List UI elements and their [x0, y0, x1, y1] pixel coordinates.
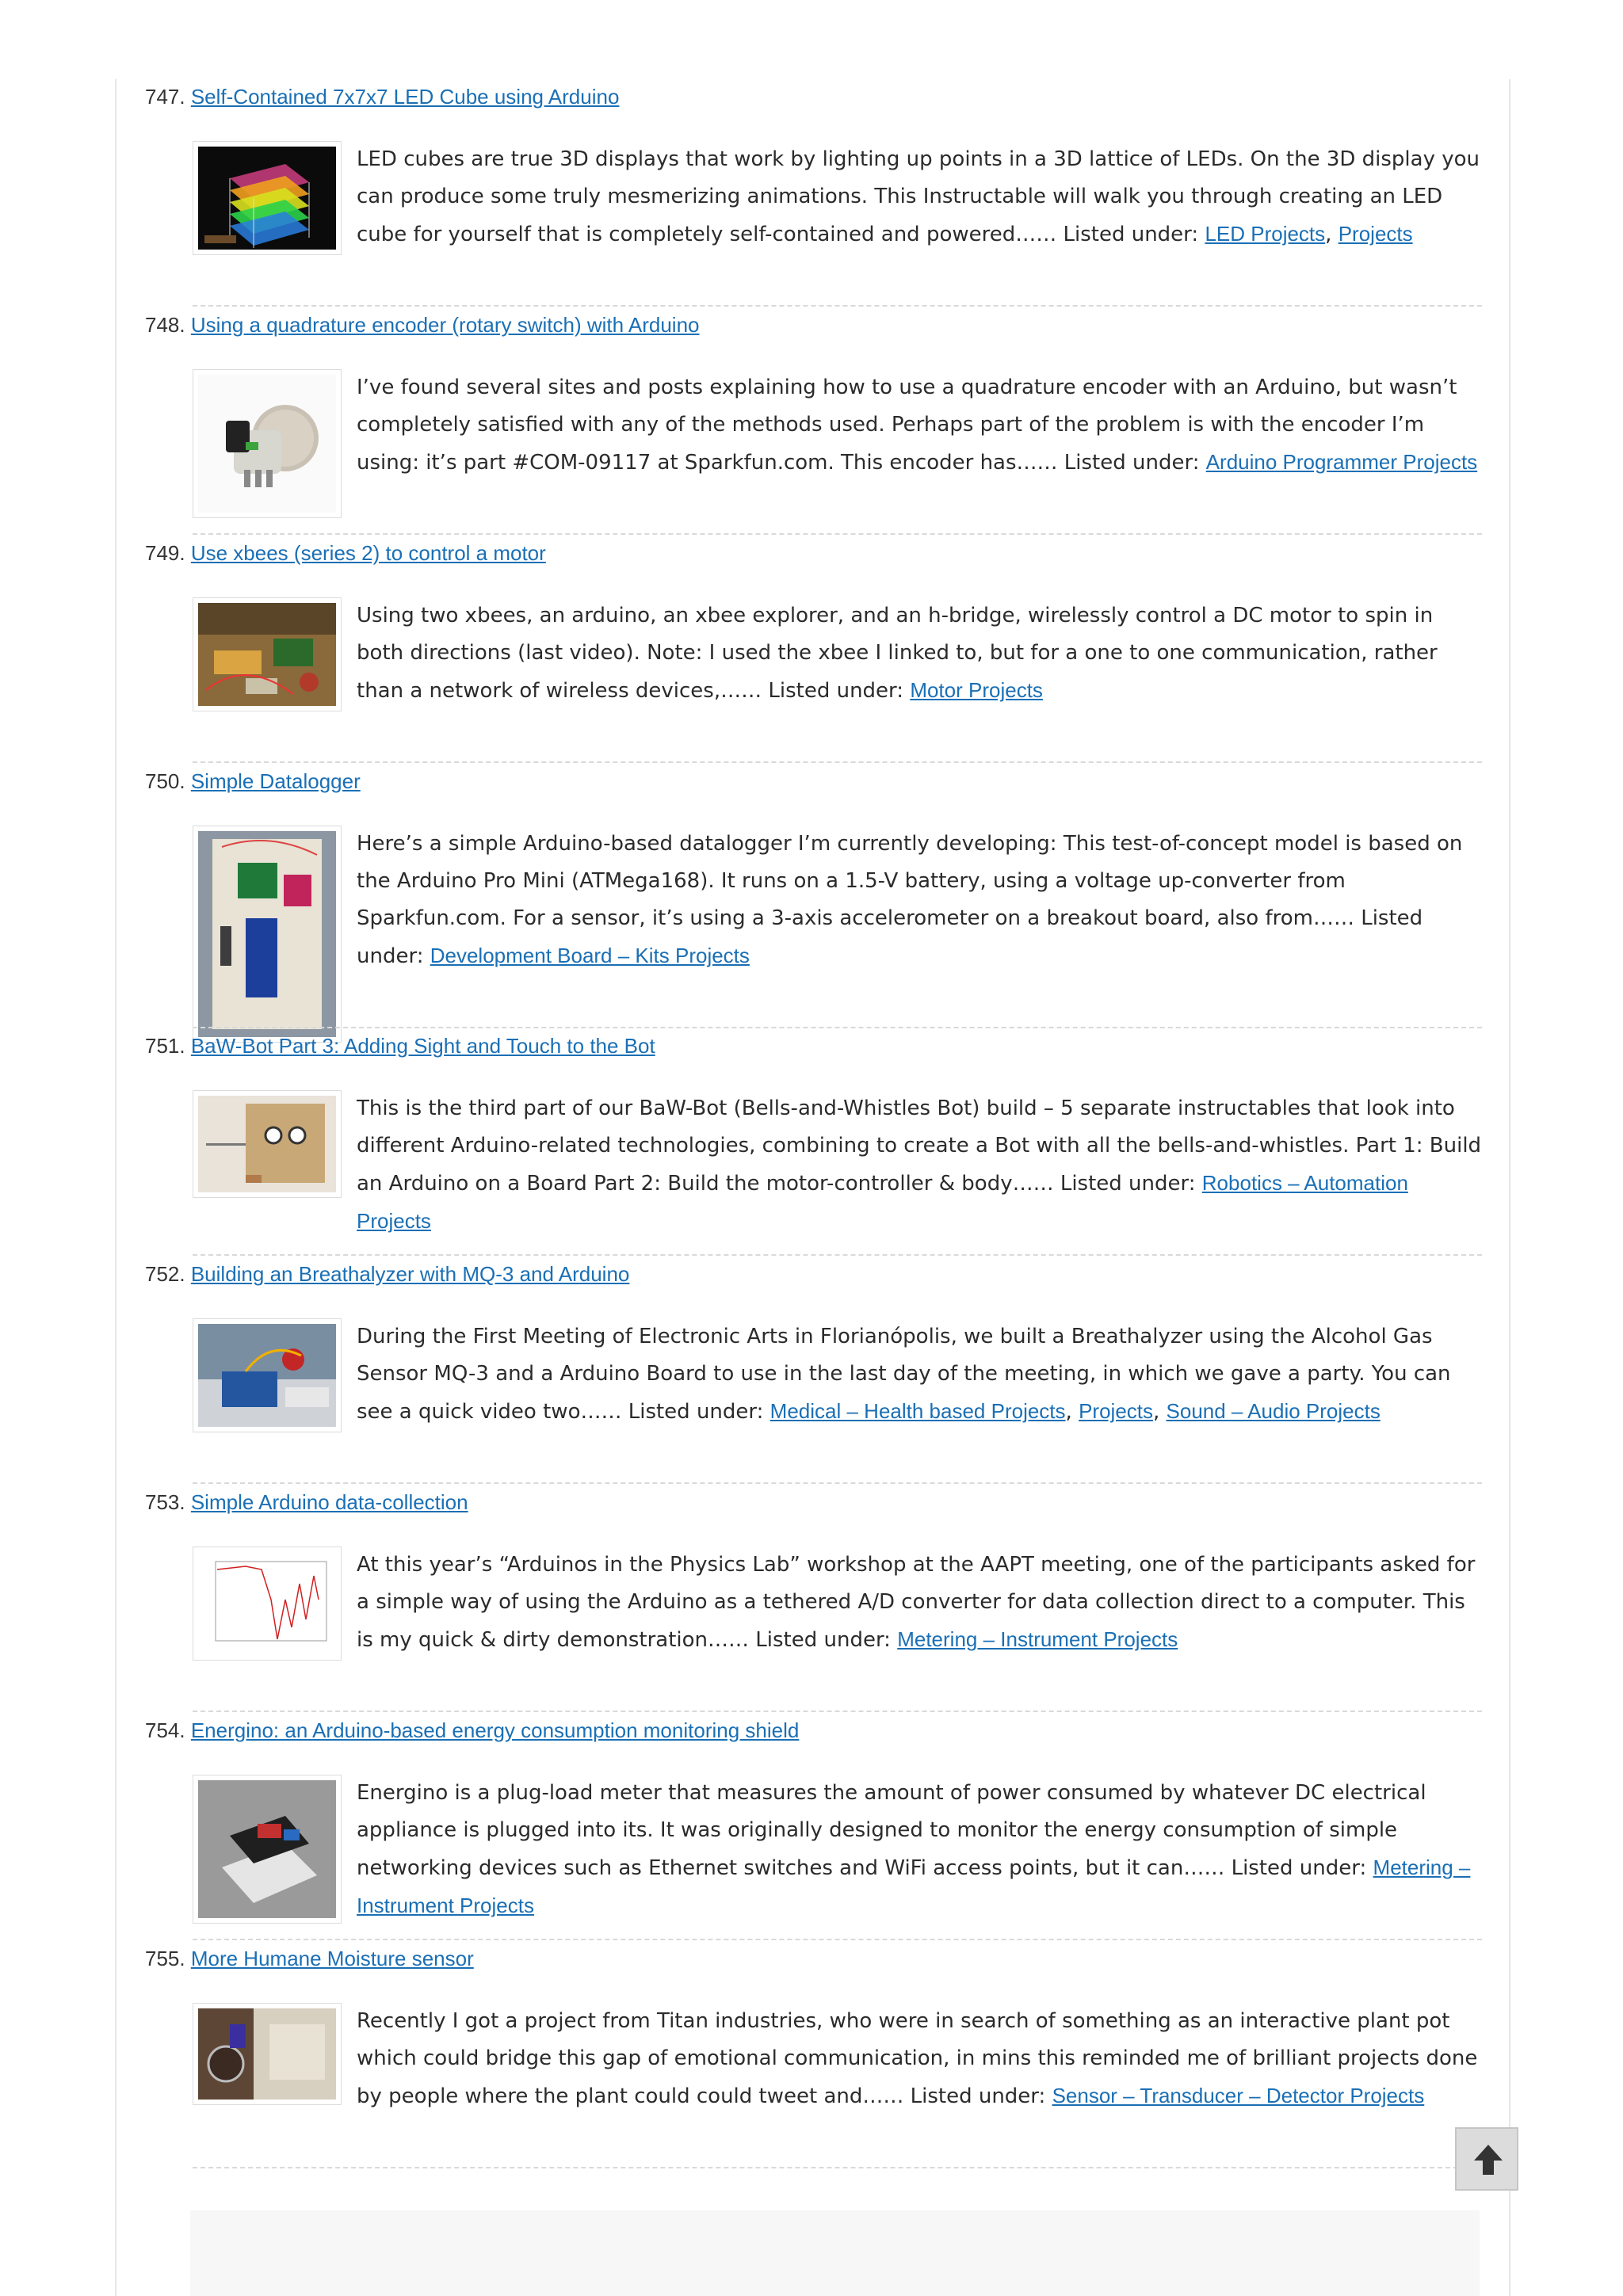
item-divider	[193, 1711, 1482, 1712]
item-divider	[193, 1482, 1482, 1484]
item-number: 750.	[145, 769, 185, 793]
item-number: 752.	[145, 1262, 185, 1286]
item-title-link[interactable]: BaW-Bot Part 3: Adding Sight and Touch to the Bot	[190, 1034, 655, 1058]
category-link[interactable]: Motor Projects	[910, 678, 1043, 702]
datalogger-image	[198, 831, 336, 1037]
item-thumbnail[interactable]	[193, 369, 342, 518]
item-number: 755.	[145, 1947, 185, 1970]
item-thumbnail[interactable]	[193, 1090, 342, 1198]
item-number: 751.	[145, 1034, 185, 1058]
bawbot-image	[198, 1096, 336, 1192]
item-description-text: Recently I got a project from Titan industries, who were in search of something as an interactive plant pot which could bridge this gap of emotional communication, in mins this reminded me of brilliant projects done by people where the plant could could tweet and…… Listed under:	[357, 2009, 1478, 2108]
encoder-image	[198, 375, 336, 513]
item-thumbnail[interactable]	[193, 1775, 342, 1924]
category-link[interactable]: Arduino Programmer Projects	[1205, 450, 1478, 474]
item-description	[357, 1090, 1482, 1241]
item-description	[357, 1547, 1482, 1659]
item-description-text: LED cubes are true 3D displays that work by lighting up points in a 3D lattice of LEDs. On the 3D display you can produce some truly mesmerizing animations. This Instructable will walk you through creating an LED cube for yourself that is completely self-contained and powered…… Listed under:	[357, 147, 1480, 246]
item-thumbnail[interactable]	[193, 826, 342, 1043]
category-link[interactable]: Projects	[1338, 222, 1413, 246]
breathalyzer-image	[198, 1324, 336, 1427]
category-link[interactable]: Projects	[1079, 1399, 1153, 1423]
item-number: 747.	[145, 85, 185, 109]
item-description	[357, 2003, 1482, 2115]
item-title-row	[145, 536, 546, 570]
xbee-motor-image	[198, 603, 336, 706]
item-description: During the First Meeting of Electronic Arts in Florianópolis, we built a Breathalyzer using the Alcohol Gas Sensor MQ-3 and a Arduino Board to use in the last day of the meeting, in which we gave a party. You can see a quick video two…… Listed under: Medical – Health based Projects, Projects, Sound – Audio Projects	[357, 1325, 1451, 1424]
item-title-row	[145, 1485, 468, 1520]
item-title-link[interactable]: More Humane Moisture sensor	[190, 1947, 474, 1970]
item-description-text: Using two xbees, an arduino, an xbee explorer, and an h-bridge, wirelessly control a DC motor to spin in both directions (last video). Note: I used the xbee I linked to, but for a one to one communication, rather than a network of wireless devices,…… Listed under:	[357, 604, 1438, 703]
category-link[interactable]: Sensor – Transducer – Detector Projects	[1052, 2084, 1425, 2107]
item-description-text: Here’s a simple Arduino-based datalogger I’m currently developing: This test-of-concept model is based on the Arduino Pro Mini (ATMega168). It runs on a 1.5-V battery, using a voltage up-converter from Sparkfun.com. For a sensor, it’s using a 3-axis accelerometer on a breakout board, also from…… Listed under:	[357, 832, 1463, 968]
item-title-link[interactable]: Building an Breathalyzer with MQ-3 and Arduino	[190, 1262, 630, 1286]
category-link[interactable]: Robotics – Automation Projects	[357, 1171, 1408, 1233]
moisture-sensor-image	[198, 2008, 336, 2100]
item-title-link[interactable]: Energino: an Arduino-based energy consumption monitoring shield	[190, 1718, 800, 1742]
item-title-row	[145, 764, 361, 799]
item-number: 748.	[145, 313, 185, 337]
item-title-link[interactable]: Use xbees (series 2) to control a motor	[190, 541, 546, 565]
item-title-row	[145, 1257, 629, 1291]
item-title-link[interactable]: Simple Arduino data-collection	[190, 1490, 468, 1514]
item-description-text: I’ve found several sites and posts explaining how to use a quadrature encoder with an Arduino, but wasn’t completely satisfied with any of the methods used. Perhaps part of the problem is with the encoder I’m using: it’s part #COM-09117 at Sparkfun.com. This encoder has…… Listed under:	[357, 376, 1457, 475]
item-thumbnail[interactable]	[193, 141, 342, 255]
arrow-up-icon	[1472, 2143, 1504, 2176]
item-description-text: During the First Meeting of Electronic Arts in Florianópolis, we built a Breathalyzer using the Alcohol Gas Sensor MQ-3 and a Arduino Board to use in the last day of the meeting, in which we gave a party. You can see a quick video two…… Listed under:	[357, 1325, 1451, 1424]
item-divider	[193, 533, 1482, 535]
item-description: LED cubes are true 3D displays that work by lighting up points in a 3D lattice of LEDs. On the 3D display you can produce some truly mesmerizing animations. This Instructable will walk you through creating an LED cube for yourself that is completely self-contained and powered…… Listed under: LED Projects, Projects	[357, 147, 1480, 246]
item-description	[357, 826, 1482, 975]
item-thumbnail[interactable]	[193, 1318, 342, 1432]
category-link[interactable]: Metering – Instrument Projects	[897, 1627, 1178, 1651]
item-thumbnail[interactable]	[193, 597, 342, 711]
category-link[interactable]: Medical – Health based Projects	[769, 1399, 1066, 1423]
content-frame	[115, 79, 1510, 2296]
item-divider	[193, 2167, 1482, 2168]
item-title-row	[145, 1028, 655, 1063]
item-description-text: Energino is a plug-load meter that measures the amount of power consumed by whatever DC electrical appliance is plugged into its. It was originally designed to monitor the energy consumption of simple networking devices such as Ethernet switches and WiFi access points, but it can…… Listed under:	[357, 1781, 1426, 1880]
category-link[interactable]: Development Board – Kits Projects	[430, 944, 750, 967]
scroll-to-top-button[interactable]	[1455, 2127, 1518, 2191]
item-thumbnail[interactable]	[193, 2003, 342, 2105]
item-title-link[interactable]: Simple Datalogger	[190, 769, 361, 793]
item-title-row	[145, 79, 619, 114]
item-title-link[interactable]: Using a quadrature encoder (rotary switch) with Arduino	[190, 313, 700, 337]
item-title-row	[145, 1941, 474, 1976]
category-link[interactable]: Sound – Audio Projects	[1166, 1399, 1381, 1423]
item-title-row	[145, 307, 700, 342]
item-divider	[193, 305, 1482, 307]
item-number: 749.	[145, 541, 185, 565]
item-description	[357, 597, 1482, 710]
item-title-link[interactable]: Self-Contained 7x7x7 LED Cube using Arduino	[190, 85, 620, 109]
item-divider	[193, 761, 1482, 763]
data-collection-plot-image	[198, 1552, 336, 1655]
item-number: 754.	[145, 1718, 185, 1742]
item-title-row	[145, 1713, 799, 1748]
bottom-fade	[190, 2210, 1480, 2296]
category-link[interactable]: Metering – Instrument Projects	[357, 1855, 1471, 1917]
item-description	[357, 1775, 1482, 1925]
item-description	[357, 369, 1482, 482]
category-link[interactable]: LED Projects	[1205, 222, 1326, 246]
led-cube-image	[198, 147, 336, 250]
item-thumbnail[interactable]	[193, 1547, 342, 1661]
item-number: 753.	[145, 1490, 185, 1514]
item-divider	[193, 1254, 1482, 1256]
item-description-text: This is the third part of our BaW-Bot (Bells-and-Whistles Bot) build – 5 separate instructables that look into different Arduino-related technologies, combining to create a Bot with all the bells-and-whistles. Part 1: Build an Arduino on a Board Part 2: Build the motor-controller & body…… Listed under:	[357, 1097, 1482, 1196]
item-divider	[193, 1939, 1482, 1940]
energino-image	[198, 1780, 336, 1918]
item-description-text: At this year’s “Arduinos in the Physics Lab” workshop at the AAPT meeting, one of the participants asked for a simple way of using the Arduino as a tethered A/D converter for data collection direct to a computer. This is my quick & dirty demonstration…… Listed under:	[357, 1553, 1476, 1652]
